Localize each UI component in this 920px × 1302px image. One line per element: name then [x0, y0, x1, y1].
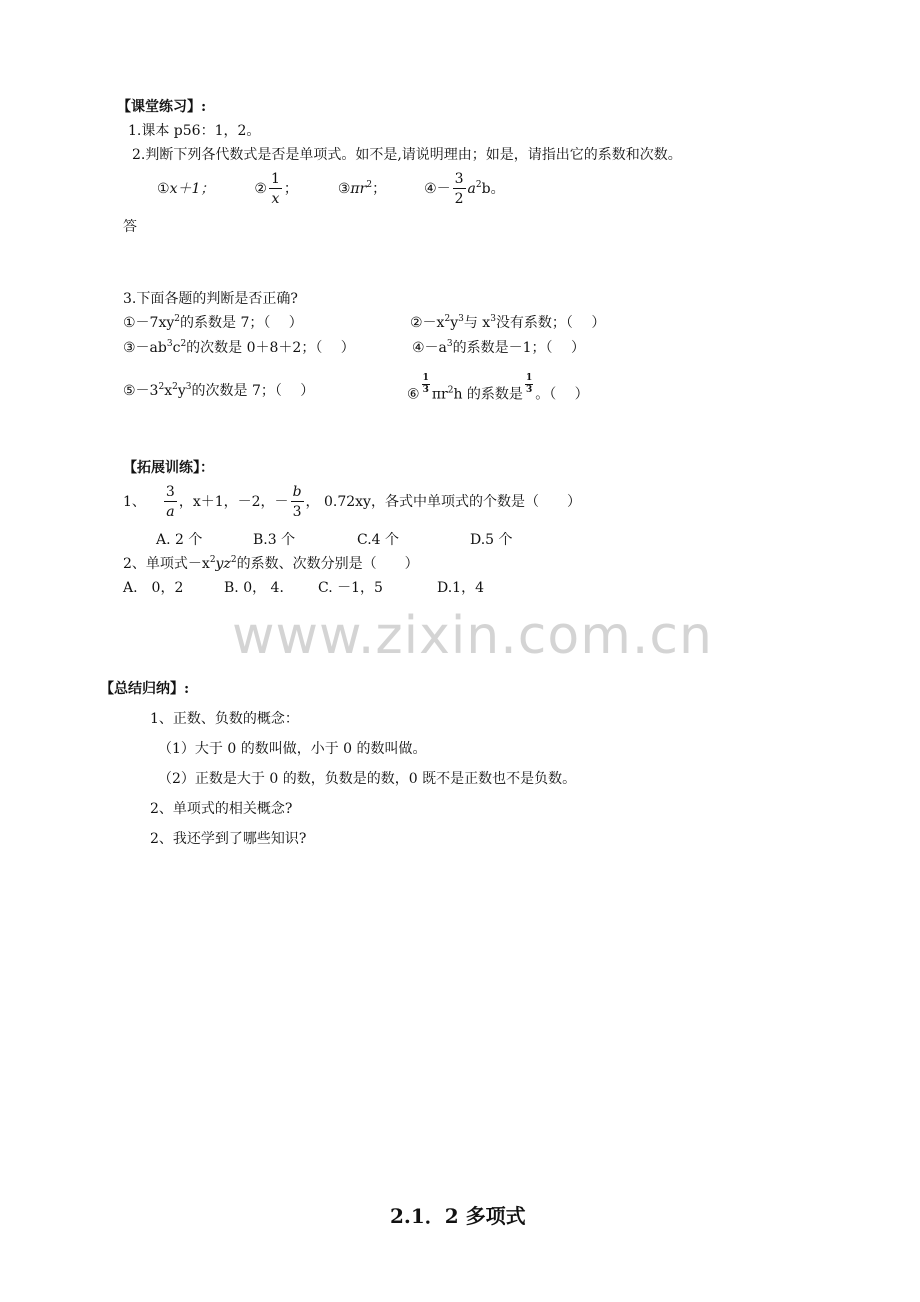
extension-heading: 【拓展训练】： — [123, 460, 214, 476]
summary-line-3: （2）正数是大于 0 的数，负数是的数，0 既不是正数也不是负数。 — [158, 771, 577, 787]
summary-heading: 【总结归纳】: — [100, 681, 190, 697]
question-3: 3.下面各题的判断是否正确? — [123, 291, 298, 307]
extension-q2-option-d: D.1，4 — [437, 580, 484, 596]
judge-4: $④-a^3$的系数是－1；（ ） — [412, 339, 585, 356]
item-3: $③\pi r^2$； — [337, 180, 387, 197]
extension-q2: 2、单项式$-x^2yz^2$的系数、次数分别是（ ） — [123, 555, 419, 572]
expression-list — [157, 167, 505, 211]
judge-1: $①-7xy^2$的系数是 7；（ ） — [123, 314, 303, 331]
extension-q1-option-b: B.3 个 — [253, 532, 296, 548]
extension-q2-option-a: A. 0，2 — [123, 580, 184, 596]
extension-q2-option-b: B. 0， 4． — [224, 580, 294, 596]
question-2: 2.判断下列各代数式是否是单项式。如不是,请说明理由；如是，请指出它的系数和次数。 — [132, 147, 682, 163]
extension-q1-option-a: A. 2 个 — [156, 532, 203, 548]
section-title: 2.1．2 多项式 — [390, 1204, 526, 1228]
extension-q2-option-c: C. －1，5 — [318, 580, 383, 596]
classroom-heading: 【课堂练习】: — [117, 99, 207, 115]
extension-q1-option-c: C.4 个 — [357, 532, 400, 548]
watermark: www.zixin.com.cn — [232, 606, 713, 666]
answer-label: 答 — [123, 219, 137, 235]
judge-3: $③-ab^3c^2$的次数是 0＋8＋2；（ ） — [123, 339, 355, 356]
item-4: ④－ $\frac{3}{2}$ $a^2b$。 — [424, 171, 505, 207]
summary-line-5: 2、我还学到了哪些知识? — [150, 831, 307, 847]
item-1: ①x＋1； — [157, 181, 215, 197]
judge-5: $⑤-3^2x^2y^3$的次数是 7；（ ） — [123, 382, 315, 399]
extension-q1: 1、 $\frac{3}{a}$ ，x＋1，－2，－ $\frac{b}{3}$ ， 0.72xy，各式中单项式的个数是（ ） — [123, 484, 581, 520]
extension-q1-option-d: D.5 个 — [470, 532, 513, 548]
judge-2: $②-x^2y^3$与 $x^3$没有系数；（ ） — [410, 314, 606, 331]
item-2: ② $\frac{1}{x}$ ； — [254, 171, 298, 207]
summary-line-2: （1）大于 0 的数叫做，小于 0 的数叫做。 — [158, 741, 427, 757]
judge-6: ⑥ $\frac{1}{3}$ $\pi r^2h$ 的系数是 $\frac{1}{3}$ 。（ ） — [407, 373, 589, 403]
summary-line-4: 2、单项式的相关概念? — [150, 801, 293, 817]
question-1: 1.课本 p56：1，2。 — [128, 123, 261, 139]
summary-line-1: 1、正数、负数的概念： — [150, 711, 299, 727]
